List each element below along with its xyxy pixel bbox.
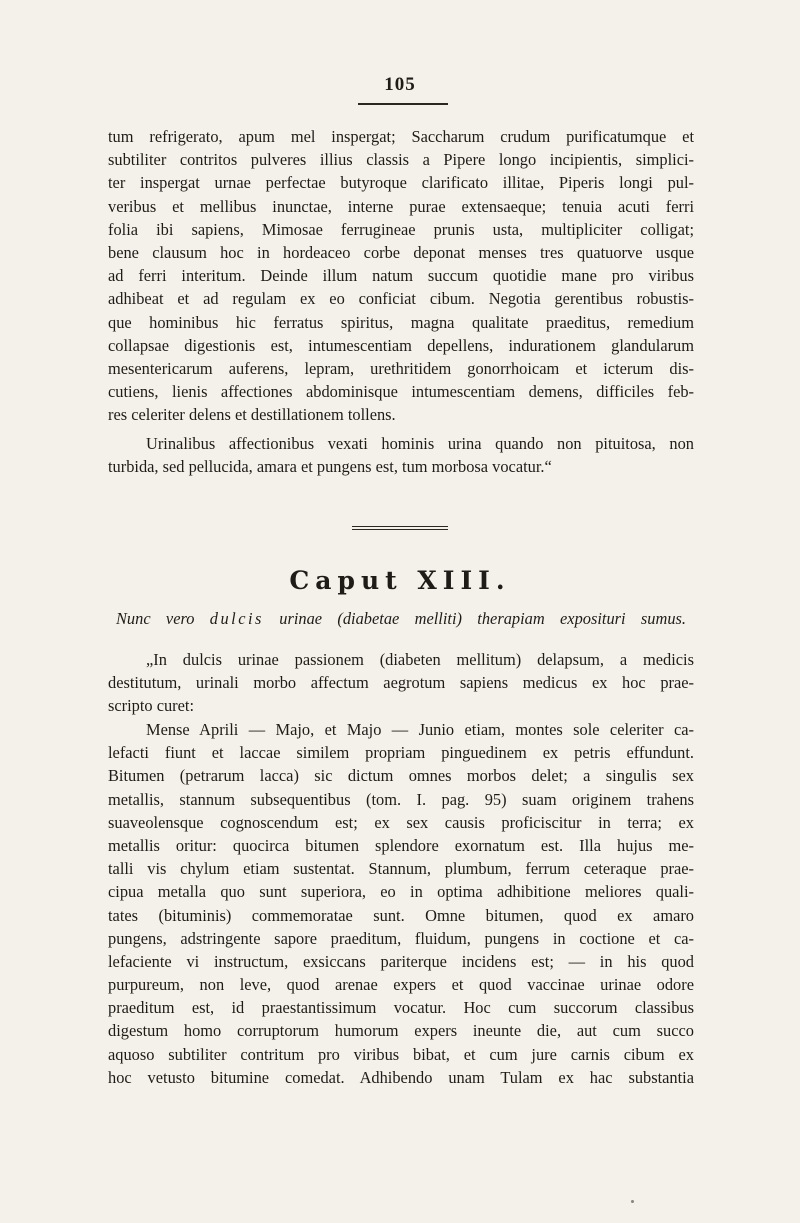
- text-line: que hominibus hic ferratus spiritus, magna qualitate praeditus, remedium: [108, 312, 694, 332]
- text-line: cipua metalla quo sunt superiora, eo in optima adhibitione meliores quali-: [108, 882, 694, 902]
- text-line: tum refrigerato, apum mel inspergat; Saccharum crudum purificatumque et: [108, 127, 694, 146]
- text-line: aquoso subtiliter contritum pro viribus bibat, et cum jure carnis cibum ex: [108, 1044, 694, 1064]
- text-line: hoc vetusto bitumine comedat. Adhibendo unam Tulam ex hac substantia: [108, 1067, 694, 1087]
- text-line: subtiliter contritos pulveres illius classis a Pipere longo incipientis, simplici-: [108, 150, 694, 170]
- text-line: Urinalibus affectionibus vexati hominis urina quando non pituitosa, non: [146, 434, 694, 453]
- text-line: adhibeat et ad regulam ex eo conficiat cibum. Negotia gerentibus robustis-: [108, 289, 694, 309]
- paragraph-2: [108, 432, 694, 478]
- text-line: pungens, adstringente sapore praeditum, fluidum, pungens in coctione et ca-: [108, 928, 694, 948]
- chapter-heading: Caput XIII.: [289, 566, 511, 595]
- page-speck: [631, 1200, 634, 1203]
- text-line: mesentericarum auferens, lepram, urethritidem gonorrhoicam et icterum dis-: [108, 358, 694, 378]
- text-line: metallis, stannum subsequentibus (tom. I. pag. 95) suam originem trahens: [108, 789, 694, 809]
- text-line: collapsae digestionis est, intumescentiam depellens, indurationem glandularum: [108, 335, 694, 355]
- text-line: digestum homo corruptorum humorum expers ineunte die, aut cum succo: [108, 1021, 694, 1041]
- section-divider: [352, 526, 448, 530]
- text-line: folia ibi sapiens, Mimosae ferrugineae prunis usta, multipliciter colligat;: [108, 219, 694, 239]
- header-rule: [358, 103, 448, 105]
- text-line: tates (bituminis) commemoratae sunt. Omne bitumen, quod ex amaro: [108, 905, 694, 925]
- subtitle-spaced-word: dulcis: [209, 609, 264, 628]
- text-line: lefaciente vi instructum, exsiccans pariterque incidens est; — in his quod: [108, 951, 694, 971]
- subtitle-after: urinae (diabetae melliti) therapiam exposituri sumus.: [263, 609, 686, 628]
- text-line: „In dulcis urinae passionem (diabeten mellitum) delapsum, a medicis: [146, 650, 694, 669]
- text-line: destitutum, urinali morbo affectum aegrotum sapiens medicus ex hoc prae-: [108, 673, 694, 693]
- text-line: praeditum est, id praestantissimum vocatur. Hoc cum succorum classibus: [108, 998, 694, 1018]
- text-line: ter inspergat urnae perfectae butyroque clarificato illitae, Piperis longi pul-: [108, 173, 694, 193]
- page-number: 105: [384, 74, 416, 95]
- text-line: res celeriter delens et destillationem tollens.: [108, 405, 396, 425]
- paragraph-1: [108, 125, 694, 426]
- text-line: lefacti fiunt et laccae similem propriam pinguedinem ex petris effundunt.: [108, 743, 694, 763]
- subtitle-before: Nunc vero: [116, 609, 210, 628]
- text-line: Bitumen (petrarum lacca) sic dictum omnes morbos delet; a singulis sex: [108, 766, 694, 786]
- text-line: talli vis chylum etiam sustentat. Stannum, plumbum, ferrum ceteraque prae-: [108, 859, 694, 879]
- text-line: cutiens, lienis affectiones abdominisque intumescentiam demens, difficiles feb-: [108, 382, 694, 402]
- text-line: metallis oritur: quocirca bitumen splendore exornatum est. Illa hujus me-: [108, 835, 694, 855]
- text-line: veribus et mellibus inunctae, interne purae extensaeque; tenuia acuti ferri: [108, 196, 694, 216]
- chapter-subtitle: [116, 607, 686, 630]
- text-line: purpureum, non leve, quod arenae expers et quod vaccinae urinae odore: [108, 975, 694, 995]
- paragraph-3: [108, 648, 694, 718]
- text-line: bene clausum hoc in hordeaceo corbe deponat menses tres quatuorve usque: [108, 242, 694, 262]
- text-line: Mense Aprili — Majo, et Majo — Junio etiam, montes sole celeriter ca-: [146, 720, 694, 739]
- text-line: ad ferri interitum. Deinde illum natum succum quotidie mane pro viribus: [108, 266, 694, 286]
- text-line: suaveolensque cognoscendum est; ex sex causis proficiscitur in terra; ex: [108, 812, 694, 832]
- text-line: scripto curet:: [108, 696, 195, 716]
- paragraph-4: [108, 718, 694, 1089]
- text-line: turbida, sed pellucida, amara et pungens est, tum morbosa vocatur.“: [108, 457, 552, 477]
